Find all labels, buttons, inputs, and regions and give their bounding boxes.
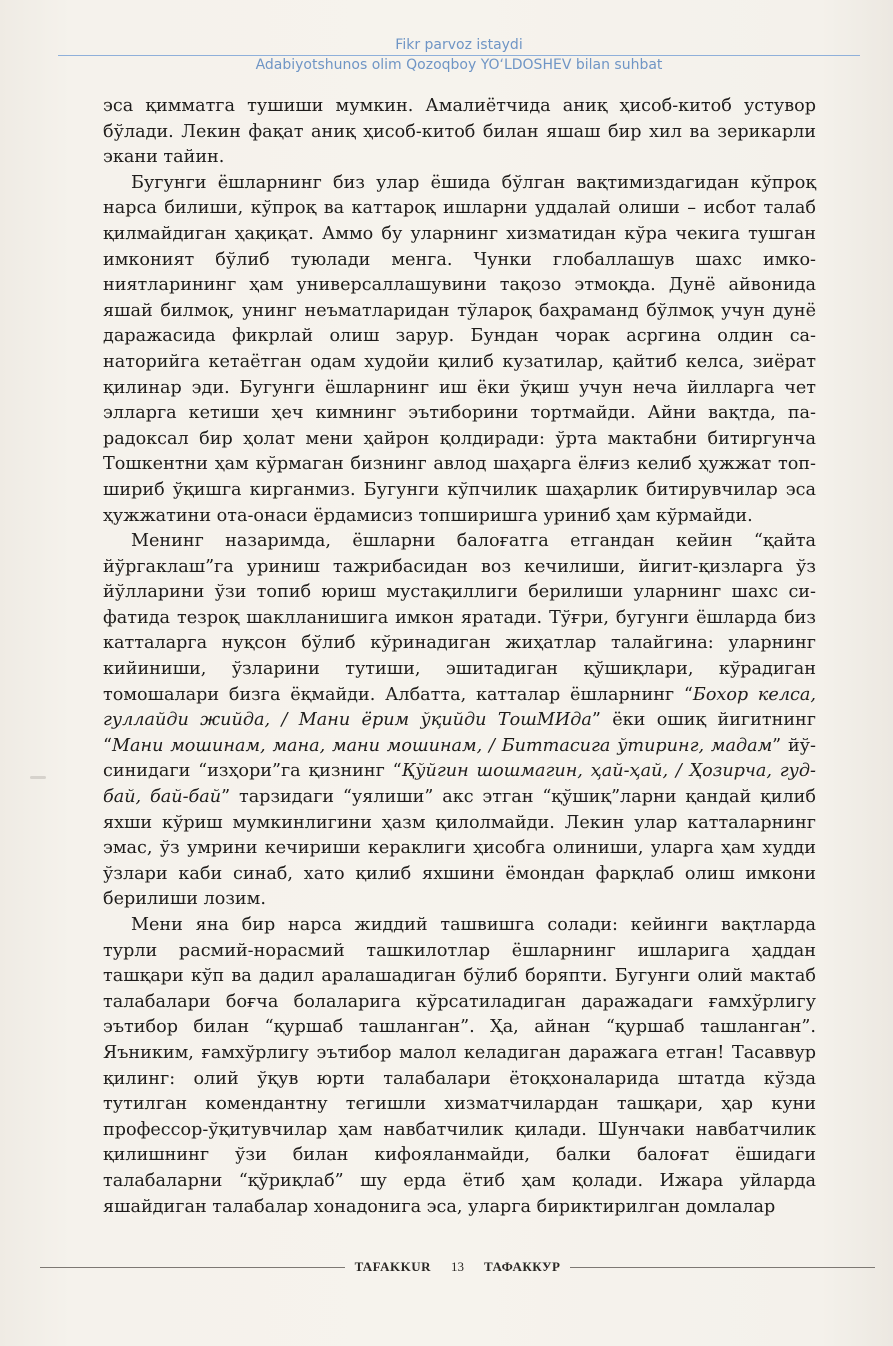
paper-speck bbox=[30, 776, 46, 779]
paragraph-1: эса қимматга тушиши мумкин. Амалиётчида аниқ ҳисоб-китоб устувор бўлади. Лекин фақат аниқ ҳисоб-китоб билан яшаш бир хил ва зерикарли экани тайин. bbox=[103, 96, 816, 168]
footer-rule-left bbox=[40, 1267, 345, 1268]
header-title: Fikr parvoz istaydi bbox=[395, 37, 523, 53]
song-quote-3: Қўйгин шошмагин, ҳай-ҳай, / Ҳозирча, гудбай, бай-бай bbox=[103, 761, 816, 808]
song-quote-2: Мани мошинам, мана, мани мошинам, / Биттасига ўтиринг, мадам bbox=[112, 735, 773, 756]
footer-label-latin: TAFAKKUR bbox=[354, 1259, 432, 1274]
footer-label-cyrillic: ТАФАККУР bbox=[484, 1259, 561, 1274]
article-body bbox=[103, 94, 816, 1220]
paragraph-3 bbox=[103, 529, 816, 913]
paragraph-3-part-d: ” тарзидаги “уялиши” акс этган “қўшиқ”ларни қандай қилиб яхши кўриш мумкинлигини ҳазм қилолмайди. Лекин улар катталарнинг эмас, ўз умрини кечириши кераклиги ҳисобга олиниши, уларга ҳам худди ўзлари каби синаб, хато қилиб яхшини ёмондан фарқлаб олиш имкони берилиши лозим. bbox=[103, 787, 816, 910]
running-header bbox=[44, 36, 874, 74]
paragraph-3-part-c: ” йўсинидаги “изҳори”га қизнинг “ bbox=[103, 735, 816, 782]
page-number: 13 bbox=[451, 1259, 465, 1274]
header-subtitle: Adabiyotshunos olim Qozoqboy YO‘LDOSHEV bilan suhbat bbox=[255, 57, 663, 73]
paragraph-3-part-a: Менинг назаримда, ёшларни балоғатга етгандан кейин “қайта йўргаклаш”га уриниш тажрибасидан воз кечилиши, йигит-қизларга ўз йўлларини ўзи топиб юриш мустақиллиги берилиши уларнинг шахс сифатида тезроқ шаклланишига имкон яратади. Тўғри, бугунги ёшларда биз катталарга нуқсон бўлиб кўринадиган жиҳатлар талайгина: уларнинг кийиниши, ўзларини тутиши, эшитадиган қўшиқлари, кўрадиган томошалари бизга ёқмайди. Албатта, катталар ёшларнинг “ bbox=[103, 531, 816, 705]
footer-rule-right bbox=[570, 1267, 875, 1268]
paragraph-3-part-b: ” ёки ошиқ йигитнинг “ bbox=[103, 710, 816, 756]
paragraph-4: Мени яна бир нарса жиддий ташвишга солади: кейинги вақтларда турли расмий-норасмий ташкилотлар ёшларнинг ишларига ҳаддан ташқари кўп ва дадил аралашадиган бўлиб боряпти. Бугунги олий мактаб талабалари боғча болаларига кўрсатиладиган даражадаги ғамхўрлигу эътибор билан “қуршаб ташланган”. Ҳа, айнан “қуршаб ташланган”. Яъниким, ғамхўрлигу эътибор малол келадиган даражага етган! Тасаввур қилинг: олий ўқув юрти талабалари ётоқхоналарида штатда кўзда тутилган комендантну тегишли хизматчилардан ташқари, ҳар куни профессор-ўқитувчилар ҳам навбатчилик қилади. Шунчаки навбатчилик қилишнинг ўзи билан кифояланмайди, балки балоғат ёшидаги талабаларни “қўриқлаб” шу ерда ётиб ҳам қолади. Ижара уйларда яшайдиган талабалар хонадонига эса, уларга бириктирилган домлалар bbox=[103, 915, 816, 1217]
song-quote-1: Бохор келса, гуллайди жийда, / Мани ёрим ўқийди ТошМИда bbox=[103, 684, 816, 731]
page-footer bbox=[40, 1257, 875, 1277]
paragraph-2: Бугунги ёшларнинг биз улар ёшида бўлган вақтимиздагидан кўпроқ нарса билиши, кўпроқ ва каттароқ ишларни уддалай олиши – исбот талаб қилмайдиган ҳақиқат. Аммо бу уларнинг хизматидан кўра чекига тушган имконият бўлиб туюлади менга. Чунки глобаллашув шахс имкониятларининг ҳам универсаллашувини тақозо этмоқда. Дунё айвонида яшай билмоқ, унинг неъматларидан тўлароқ баҳраманд бўлмоқ учун дунё даражасида фикрлай олиш зарур. Бундан чорак асргина олдин санаторийга кетаётган одам худойи қилиб кузатилар, қайтиб келса, зиёрат қилинар эди. Бугунги ёшларнинг иш ёки ўқиш учун неча йилларга чет элларга кетиши ҳеч кимнинг эътиборини тортмайди. Айни вақтда, парадоксал бир ҳолат мени ҳайрон қолдиради: ўрта мактабни битиргунча Тошкентни ҳам кўрмаган бизнинг авлод шаҳарга ёлғиз келиб ҳужжат топшириб ўқишга кирганмиз. Бугунги кўпчилик шаҳарлик битирувчилар эса ҳужжатини ота-онаси ёрдамисиз топширишга уриниб ҳам кўрмайди. bbox=[103, 172, 816, 526]
